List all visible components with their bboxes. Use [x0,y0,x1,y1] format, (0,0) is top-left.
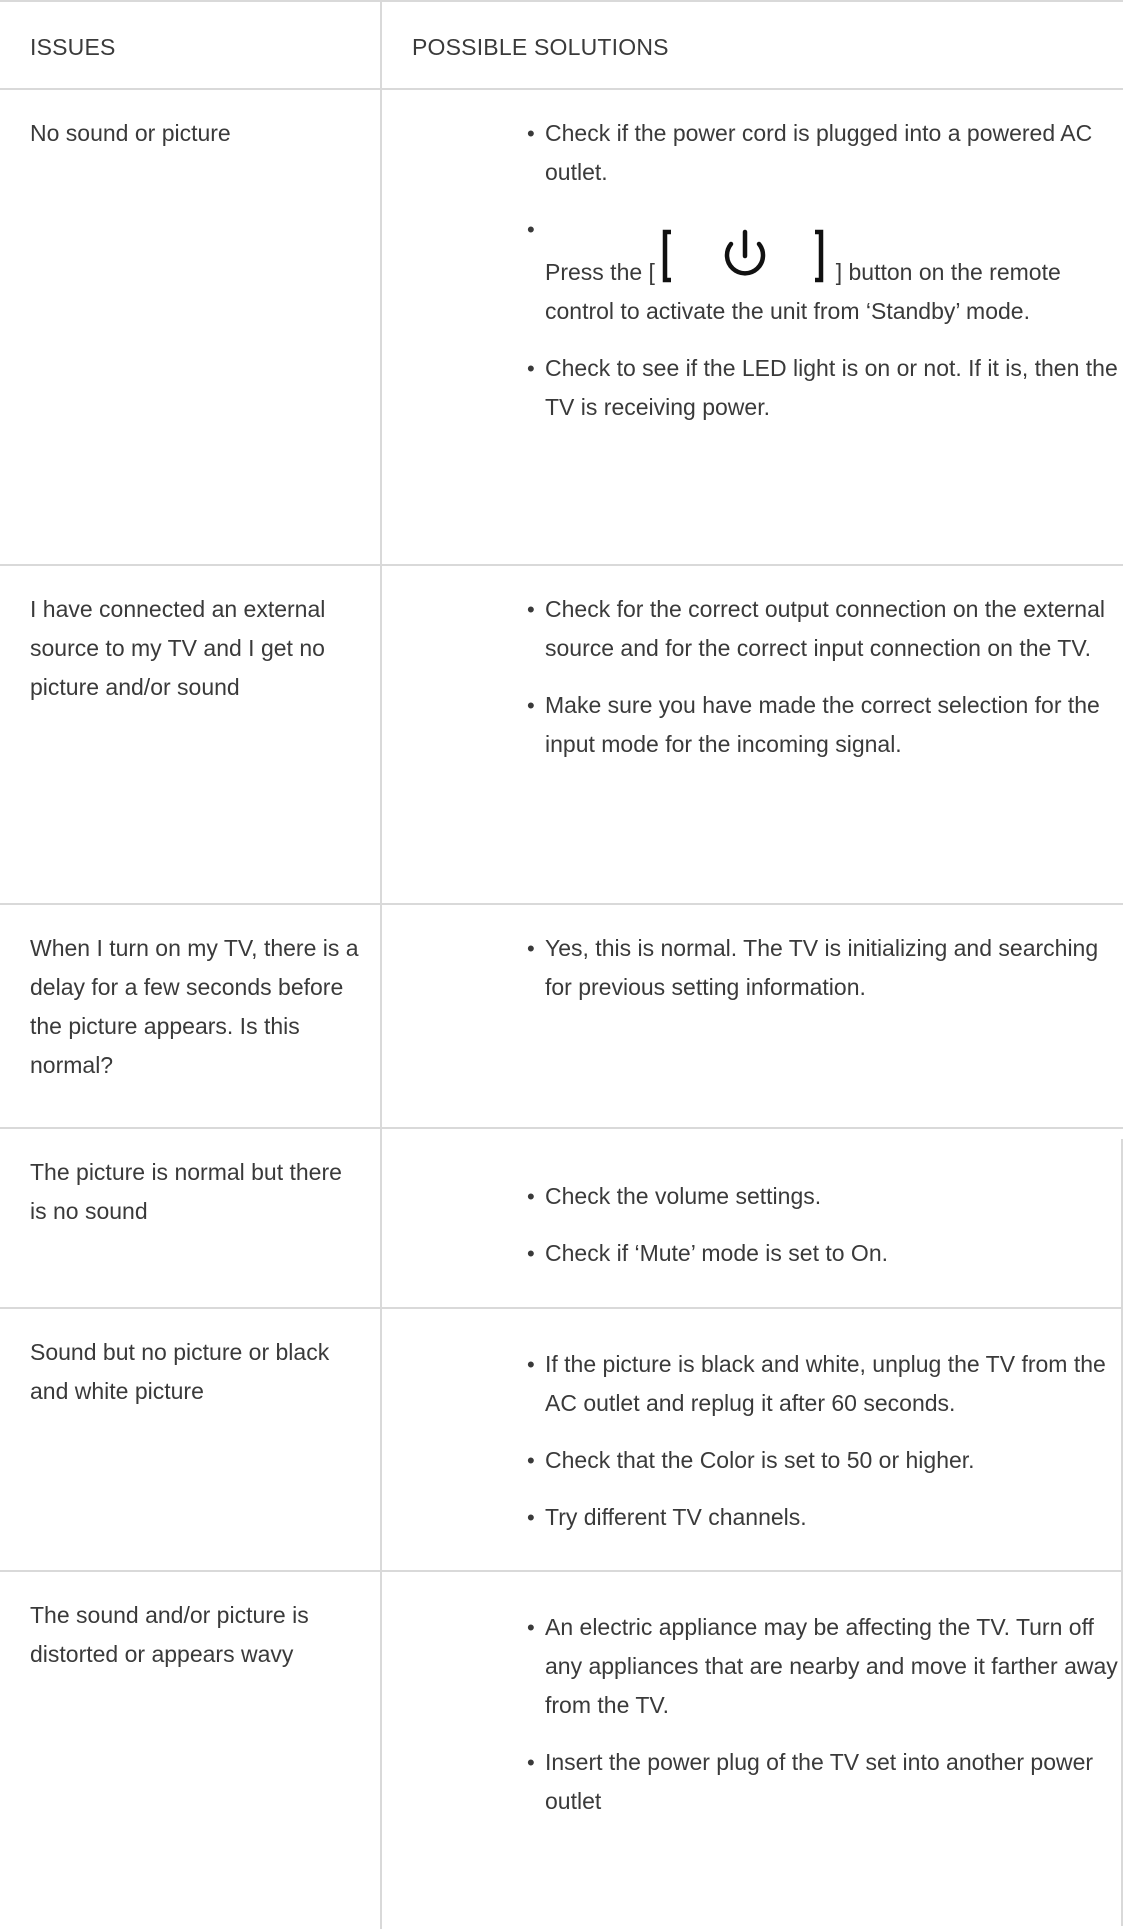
solutions-list [412,114,1123,427]
table-row [0,1309,1123,1572]
solution-item: • An electric appliance may be affecting the TV. Turn off any appliances that are nearby and move it farther away from the TV. [525,1608,1123,1725]
table-row [0,90,1123,566]
solutions-list [412,1608,1123,1821]
power-text-after: ] button on the remote control to activate the unit from ‘Standby’ mode. [545,259,1061,324]
table-row [0,1572,1123,1929]
solutions-cell [382,905,1123,1127]
header-possible-solutions: POSSIBLE SOLUTIONS [412,34,669,60]
solution-item: • Yes, this is normal. The TV is initializing and searching for previous setting information. [525,929,1123,1007]
solution-item: • If the picture is black and white, unplug the TV from the AC outlet and replug it after 60 seconds. [525,1345,1123,1423]
solutions-list [412,1177,1123,1273]
issue-cell: I have connected an external source to my TV and I get no picture and/or sound [0,566,382,903]
solutions-cell [382,566,1123,903]
solutions-cell [382,1309,1123,1570]
solution-item-power [525,210,1123,331]
power-button-icon [661,226,829,286]
table-row [0,1129,1123,1309]
solution-item: • Make sure you have made the correct selection for the input mode for the incoming signal. [525,686,1123,764]
issue-cell: No sound or picture [0,90,382,564]
table-row [0,566,1123,905]
solutions-cell [382,1572,1123,1929]
issue-cell: The picture is normal but there is no sound [0,1129,382,1307]
issue-cell: The sound and/or picture is distorted or appears wavy [0,1572,382,1929]
solutions-list [412,929,1123,1007]
solutions-list [412,1345,1123,1537]
header-issues: ISSUES [0,2,382,88]
solution-item: • Check if the power cord is plugged into a powered AC outlet. [525,114,1123,192]
table-row [0,905,1123,1129]
solution-item: • Check to see if the LED light is on or not. If it is, then the TV is receiving power. [525,349,1123,427]
solution-item: • Check that the Color is set to 50 or higher. [525,1441,1123,1480]
solutions-cell [382,90,1123,564]
table-header-row [0,0,1123,90]
solution-item: • Check for the correct output connection on the external source and for the correct input connection on the TV. [525,590,1123,668]
issue-cell: When I turn on my TV, there is a delay for a few seconds before the picture appears. Is this normal? [0,905,382,1127]
solution-item: • Check the volume settings. [525,1177,1123,1216]
solutions-cell [382,1129,1123,1307]
solution-item: • Check if ‘Mute’ mode is set to On. [525,1234,1123,1273]
power-text-before: Press the [ [545,259,655,285]
solution-item: • Insert the power plug of the TV set into another power outlet [525,1743,1123,1821]
issue-cell: Sound but no picture or black and white picture [0,1309,382,1570]
solutions-list [412,590,1123,764]
solution-item: • Try different TV channels. [525,1498,1123,1537]
